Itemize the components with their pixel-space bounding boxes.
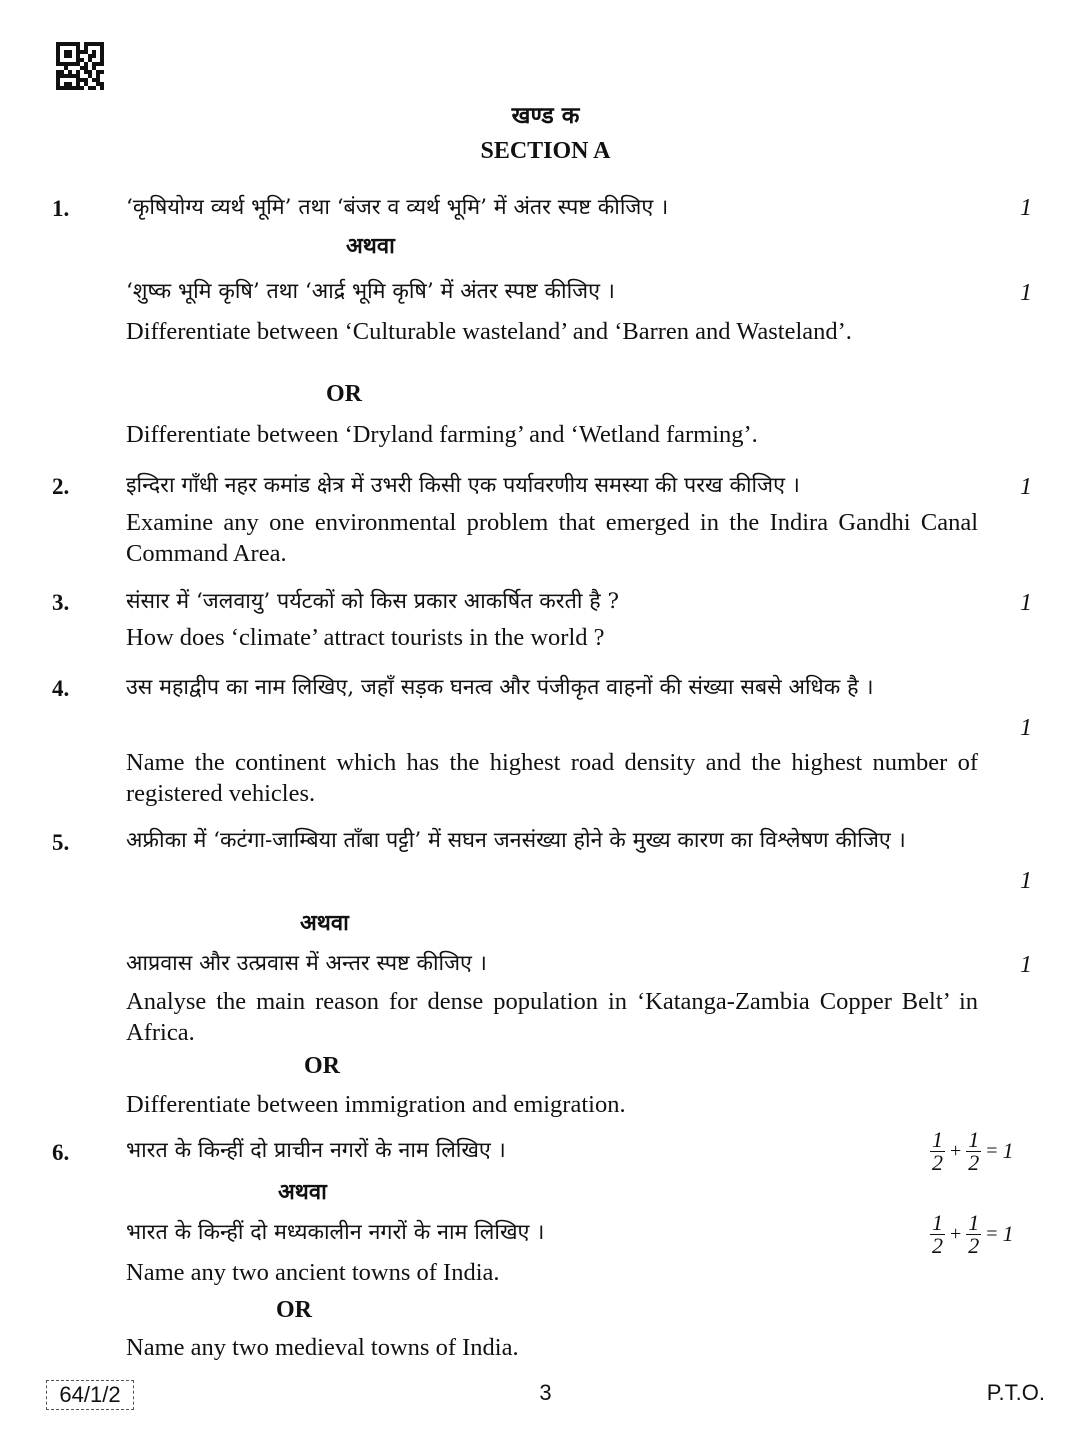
question-number: 2.: [52, 474, 70, 499]
question-english: Analyse the main reason for dense population in ‘Katanga-Zambia Copper Belt’ in Africa.: [126, 988, 978, 1046]
section-title-hindi: खण्ड क: [511, 102, 580, 129]
question-alt-hindi: भारत के किन्हीं दो मध्यकालीन नगरों के नाम लिखिए ।: [126, 1220, 545, 1245]
or-hindi: अथवा: [278, 1179, 327, 1205]
alt-fractional-marks: [930, 1207, 1038, 1261]
marks: 1: [1020, 590, 1032, 616]
denominator: 2: [968, 1232, 980, 1258]
question-number: 6.: [52, 1140, 70, 1165]
marks: 1: [1020, 868, 1032, 894]
plus-sign: +: [950, 1222, 962, 1245]
numerator: 1: [932, 1126, 943, 1152]
question-number: 5.: [52, 830, 70, 855]
numerator: 1: [968, 1126, 980, 1152]
alt-marks: 1: [1020, 280, 1032, 306]
question-english: Name any two ancient towns of India.: [126, 1259, 500, 1286]
total-marks: 1: [1002, 1138, 1014, 1163]
fraction: [966, 1209, 981, 1258]
question-english: Name the continent which has the highest road density and the highest number of registered vehicles.: [126, 749, 978, 807]
question-english: Examine any one environmental problem that emerged in the Indira Gandhi Canal Command Area.: [126, 509, 978, 567]
fraction: [966, 1126, 981, 1175]
question-hindi: ‘कृषियोग्य व्यर्थ भूमि’ तथा ‘बंजर व व्यर्थ भूमि’ में अंतर स्पष्ट कीजिए ।: [126, 195, 669, 220]
question-english: Differentiate between ‘Culturable wasteland’ and ‘Barren and Wasteland’.: [126, 318, 852, 345]
numerator: 1: [968, 1209, 980, 1235]
question-alt-hindi: ‘शुष्क भूमि कृषि’ तथा ‘आर्द्र भूमि कृषि’ में अंतर स्पष्ट कीजिए ।: [126, 279, 615, 304]
marks: 1: [1020, 474, 1032, 500]
denominator: 2: [932, 1232, 943, 1258]
or-hindi: अथवा: [346, 233, 395, 259]
question-hindi: संसार में ‘जलवायु’ पर्यटकों को किस प्रकार आकर्षित करती है ?: [126, 589, 620, 614]
question-alt-english: Differentiate between ‘Dryland farming’ and ‘Wetland farming’.: [126, 421, 758, 448]
question-alt-english: Differentiate between immigration and emigration.: [126, 1091, 626, 1118]
total-marks: 1: [1002, 1221, 1014, 1246]
equals-sign: =: [986, 1139, 998, 1162]
question-hindi: उस महाद्वीप का नाम लिखिए, जहाँ सड़क घनत्व और पंजीकृत वाहनों की संख्या सबसे अधिक है ।: [126, 675, 874, 700]
question-alt-english: Name any two medieval towns of India.: [126, 1334, 519, 1361]
equals-sign: =: [986, 1222, 998, 1245]
or-english: OR: [276, 1297, 312, 1323]
question-number: 1.: [52, 196, 70, 221]
qr-code: [56, 42, 104, 90]
section-title-english: SECTION A: [480, 138, 611, 164]
marks: 1: [1020, 195, 1032, 221]
fractional-marks: [930, 1124, 1038, 1178]
marks: 1: [1020, 715, 1032, 741]
or-english: OR: [326, 381, 362, 407]
or-english: OR: [304, 1053, 340, 1079]
question-hindi: इन्दिरा गाँधी नहर कमांड क्षेत्र में उभरी किसी एक पर्यावरणीय समस्या की परख कीजिए ।: [126, 473, 800, 498]
alt-marks: 1: [1020, 952, 1032, 978]
or-hindi: अथवा: [300, 910, 349, 936]
fraction: [930, 1209, 945, 1258]
question-alt-hindi: आप्रवास और उत्प्रवास में अन्तर स्पष्ट कीजिए ।: [126, 951, 487, 976]
pto-label: P.T.O.: [986, 1380, 1045, 1405]
question-hindi: अफ्रीका में ‘कटंगा-जाम्बिया ताँबा पट्टी’ में सघन जनसंख्या होने के मुख्य कारण का विश्लेषण कीजिए ।: [126, 828, 906, 853]
question-number: 3.: [52, 590, 70, 615]
paper-code: 64/1/2: [46, 1380, 134, 1410]
numerator: 1: [932, 1209, 943, 1235]
plus-sign: +: [950, 1139, 962, 1162]
denominator: 2: [968, 1149, 980, 1175]
question-english: How does ‘climate’ attract tourists in the world ?: [126, 624, 605, 651]
fraction: [930, 1126, 945, 1175]
question-hindi: भारत के किन्हीं दो प्राचीन नगरों के नाम लिखिए ।: [126, 1138, 506, 1163]
question-number: 4.: [52, 676, 70, 701]
denominator: 2: [932, 1149, 943, 1175]
page-number: 3: [539, 1380, 552, 1405]
